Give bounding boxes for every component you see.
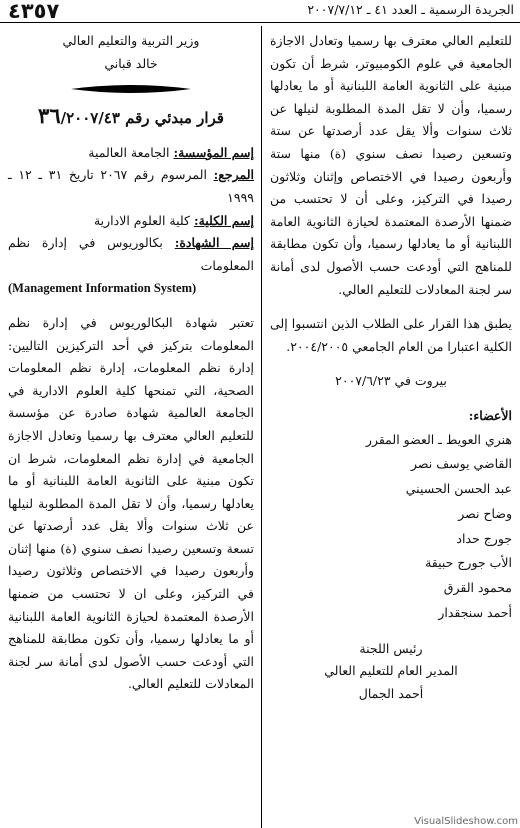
page-number: ٤٣٥٧ xyxy=(8,0,60,23)
member-name: هنري العويط ـ العضو المقرر xyxy=(365,431,512,447)
members-list xyxy=(270,428,512,626)
reference-label: المرجع: xyxy=(213,167,254,183)
member-name: أحمد سنجقدار xyxy=(438,605,512,621)
column-divider xyxy=(261,26,262,828)
degree-english-name: (Management Information System) xyxy=(8,281,197,296)
member-name: الأب جورج حبيقة xyxy=(425,555,512,571)
continuation-paragraph: للتعليم العالي معترف بها رسميا وتعادل الاجازة الجامعية في علوم الكومبيوتر، شرط أن تكون مبنية على الثانوية العامة اللبنانية أو ما يعادلها رسميا، وأن لا تقل المدة المطلوبة لنيلها عن ثلاث سنوات وألا يقل عدد أرصدتها عن ستة وتسعين رصيدا نصف سنوي (ة) منها ستة وأربعون رصيدا في الاختصاص وإثنان وثلاثون رصيدا في التركيز، وعلى أن لا تحتسب من ضمنها الأرصدة المعتمدة لحيازة الثانوية العامة اللبنانية أو ما يعادلها رسميا، وأن تكون مطابقة للمناهج التي أودعت حسب الأصول لدى أمانة سر لجنة المعادلات للتعليم العالي. xyxy=(270,33,512,297)
member-name: عبد الحسن الحسيني xyxy=(405,481,512,497)
director-general-label: المدير العام للتعليم العالي xyxy=(324,663,458,679)
decision-body: تعتبر شهادة البكالوريوس في إدارة نظم المعلومات بتركيز في أحد التركيزين التاليين: إدارة نظم المعلومات، إدارة نظم المعلومات الصحية، التي تمنحها كلية العلوم الادارية في الجامعة العالمية شهادة صادرة عن مؤسسة للتعليم العالي معترف بها رسميا وتعادل الاجازة الجامعية في إدارة نظم المعلومات، شرط ان تكون مبنية على الثانوية العامة اللبنانية أو ما يعادلها رسميا، وأن لا تقل المدة المطلوبة لنيلها عن ثلاث سنوات وألا يقل عدد أرصدتها عن تسعة وتسعين رصيدا نصف سنوي (ة) منها إثنان وأربعون رصيدا في الاختصاص وثلاثون رصيدا في التركيز، وعلى ان لا تحتسب من ضمنها الأرصدة المعتمدة لحيازة الثانوية العامة اللبنانية أو ما يعادلها رسميا، وأن تكون مطابقة للمناهج التي أودعت حسب الأصول لدى أمانة سر لجنة المعادلات للتعليم العالي. xyxy=(8,314,254,692)
watermark: VisualSlideshow.com xyxy=(414,816,518,827)
reference-line xyxy=(8,164,254,209)
minister-name: خالد قباني xyxy=(104,55,158,71)
page-header xyxy=(0,0,520,23)
institution-value: الجامعة العالمية xyxy=(88,144,170,160)
institution-label: إسم المؤسسة: xyxy=(173,144,254,160)
gazette-title: الجريدة الرسمية ـ العدد ٤١ ـ ٢٠٠٧/٧/١٢ xyxy=(307,2,514,17)
degree-line xyxy=(8,232,254,277)
member-name: محمود القرق xyxy=(443,580,512,596)
applicability-paragraph: يطبق هذا القرار على الطلاب الذين انتسبوا إلى الكلية اعتبارا من العام الجامعي ٢٠٠٤/٢٠٠٥. xyxy=(270,316,512,354)
degree-label: إسم الشهادة: xyxy=(174,235,254,251)
institution-line xyxy=(8,142,254,165)
member-name: جورج حداد xyxy=(456,530,512,546)
degree-value: بكالوريوس في إدارة نظم المعلومات xyxy=(8,235,254,273)
faculty-value: كلية العلوم الادارية xyxy=(93,212,190,228)
right-column xyxy=(270,30,512,706)
faculty-label: إسم الكلية: xyxy=(193,212,254,228)
faculty-line xyxy=(8,210,254,233)
ornament-divider-icon xyxy=(8,83,254,95)
director-general-name: أحمد الجمال xyxy=(358,686,424,702)
member-name: وضاح نصر xyxy=(458,505,512,521)
minister-title: وزير التربية والتعليم العالي xyxy=(62,33,200,48)
left-column xyxy=(8,30,254,696)
decision-title xyxy=(8,105,254,130)
decision-suffix: /٢٠٠٧/٤٣ xyxy=(60,109,120,128)
members-heading: الأعضاء: xyxy=(468,407,512,423)
member-name: القاضي يوسف نصر xyxy=(411,456,512,472)
date-line: بيروت في ٢٠٠٧/٦/٢٣ xyxy=(335,373,447,389)
committee-chair-label: رئيس اللجنة xyxy=(359,640,423,656)
decision-number: ٣٦ xyxy=(38,103,61,129)
reference-value: المرسوم رقم ٢٠٦٧ تاريخ ٣١ ـ ١٢ ـ ١٩٩٩ xyxy=(8,167,254,205)
decision-prefix: قرار مبدئي رقم xyxy=(125,109,224,128)
